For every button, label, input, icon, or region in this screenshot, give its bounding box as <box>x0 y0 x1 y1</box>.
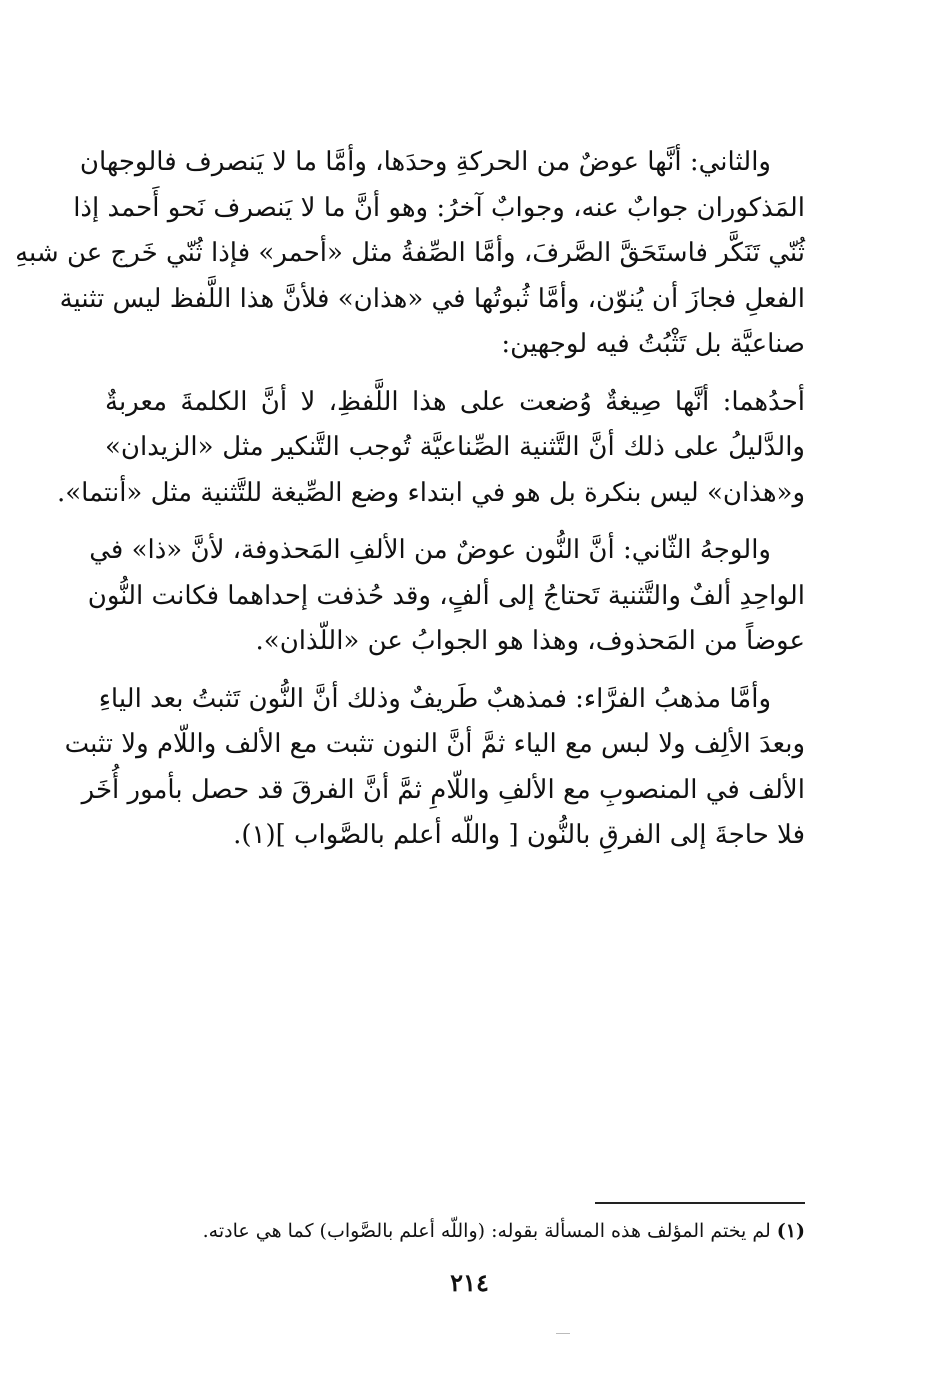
text-line: وأمَّا مذهبُ الفرَّاء: فمذهبٌ طَريفٌ وذلك أنَّ النُّون تَثبتُ بعد الياءِ <box>98 683 771 714</box>
text-line: الألف في المنصوبِ مع الألفِ واللّامِ ثمَّ أنَّ الفرقَ قد حصل بأمور أُخَر <box>81 774 805 805</box>
text-line: والوجهُ الثّاني: أنَّ النُّون عوضٌ من الألفِ المَحذوفة، لأنَّ «ذا» في <box>89 535 771 565</box>
page-number: ٢١٤ <box>450 1268 489 1297</box>
text-line: أحدُهما: أنَّها صِيغةٌ وُضعت على هذا اللَّفظِ، لا أنَّ الكلمةَ معربةٌ <box>105 386 805 417</box>
text-line: المَذكوران جوابٌ عنه، وجوابٌ آخرُ: وهو أنَّ ما لا يَنصرف نَحو أَحمد إذا <box>73 192 805 223</box>
paragraph-4 <box>64 677 805 859</box>
text-line: الفعلِ فجازَ أن يُنوّن، وأمَّا ثُبوتُها في «هذان» فلأنَّ هذا اللَّفظ ليس تثنية <box>59 283 805 314</box>
text-line: والدَّليلُ على ذلك أنَّ التَّثنية الصِّناعيَّة تُوجب التَّنكير مثل «الزيدان» <box>105 432 805 462</box>
footnote-text: لم يختم المؤلف هذه المسألة بقوله: (واللّه أعلم بالصَّواب) كما هي عادته. <box>202 1220 771 1242</box>
text-line: و«هذان» ليس بنكرة بل هو في ابتداء وضع الصِّيغة للتَّثنية مثل «أنتما». <box>57 477 805 508</box>
footnote-divider <box>595 1202 805 1204</box>
text-line: ثُنّي تَنَكَّر فاستَحَقَّ الصَّرفَ، وأمَّا الصِّفةُ مثل «أحمر» فإذا ثُنّي خَرج عن شبهِ <box>15 238 805 268</box>
paragraph-2 <box>57 380 805 517</box>
text-line: فلا حاجةَ إلى الفرقِ بالنُّون [ واللّه أعلم بالصَّواب ](١). <box>233 820 805 850</box>
paragraph-1 <box>15 140 805 368</box>
scan-mark <box>556 1333 570 1334</box>
footnote <box>165 1215 805 1247</box>
main-text <box>15 140 805 859</box>
text-line: صناعيَّة بل تَثْبُتُ فيه لوجهين: <box>501 329 805 359</box>
text-line: عوضاً من المَحذوف، وهذا هو الجوابُ عن «اللّذان». <box>255 626 805 656</box>
text-line: وبعدَ الألِف ولا لبس مع الياء ثمَّ أنَّ النون تثبت مع الألف واللّام ولا تثبت <box>64 729 805 759</box>
paragraph-3 <box>87 528 805 665</box>
text-line: والثاني: أنَّها عوضٌ من الحركةِ وحدَها، وأمَّا ما لا يَنصرف فالوجهان <box>79 147 771 177</box>
text-line: الواحِدِ ألفٌ والتَّثنية تَحتاجُ إلى ألفٍ، وقد حُذفت إحداهما فكانت النُّون <box>87 580 805 611</box>
footnote-marker: (١) <box>776 1220 805 1242</box>
